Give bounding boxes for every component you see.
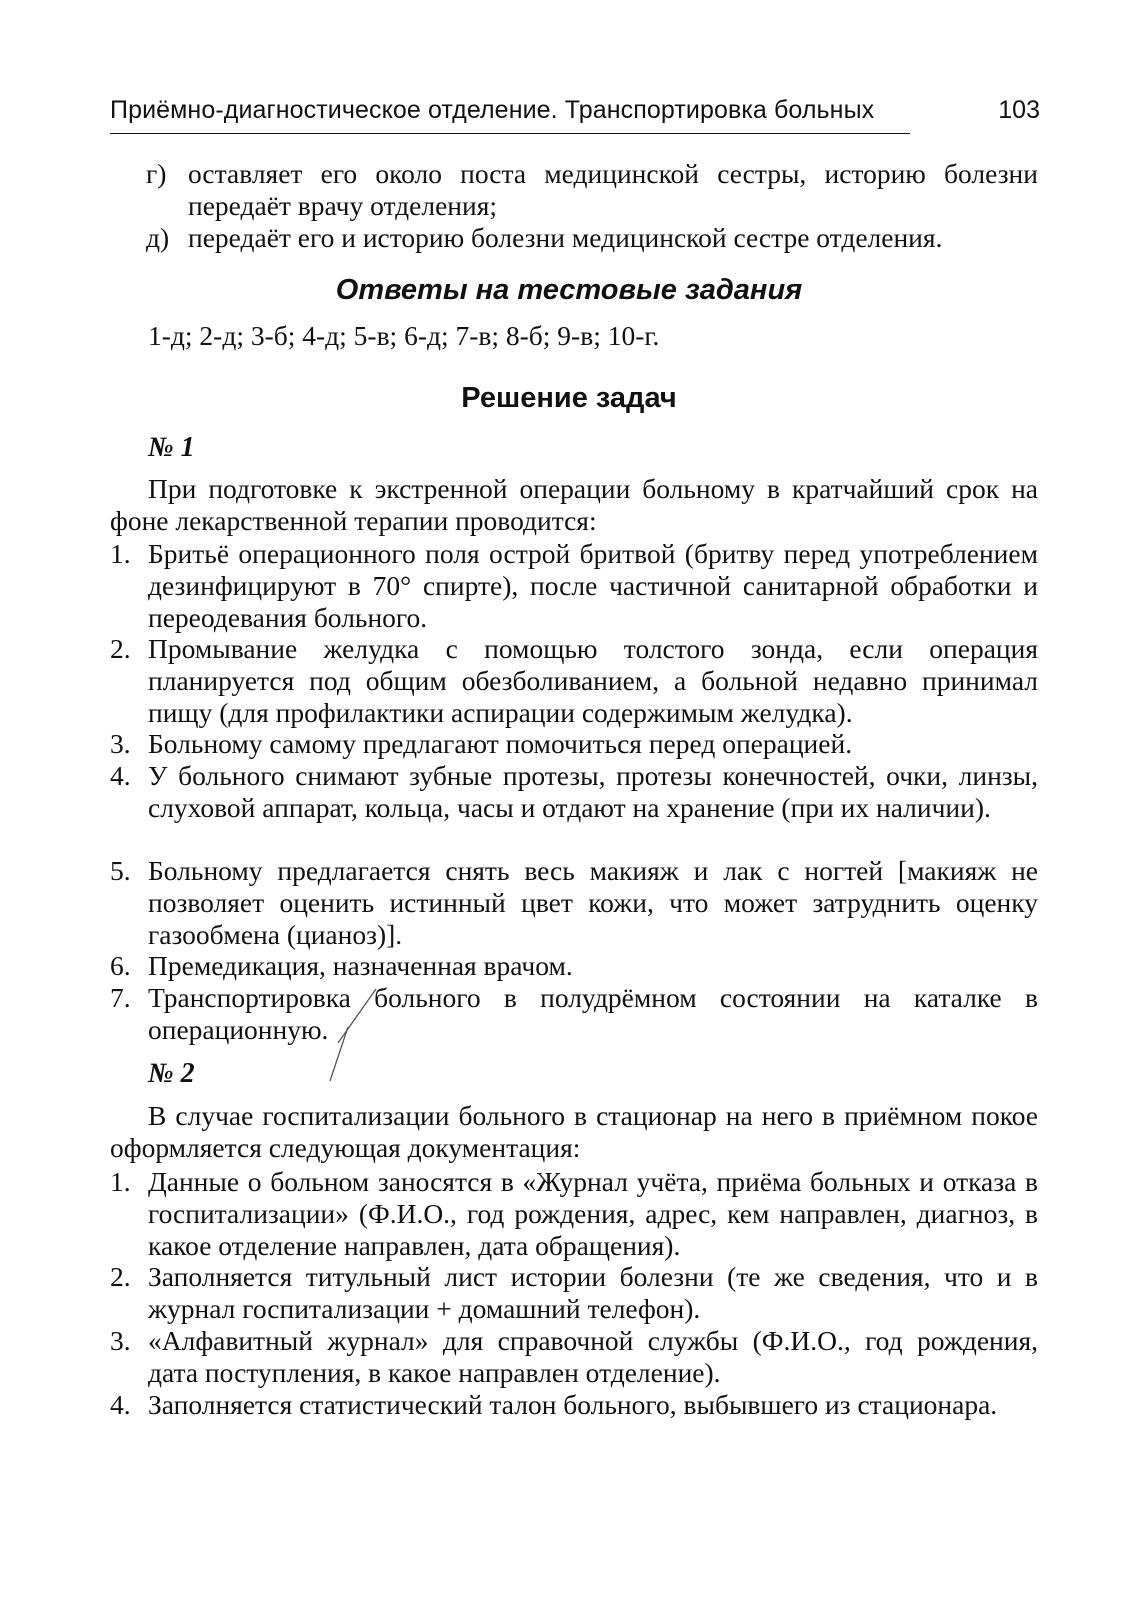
option-text: передаёт его и историю болезни медицинской сестре отделения. <box>188 221 943 253</box>
option-text: оставляет его около поста медицинской сестры, историю болезни передаёт врачу отделения; <box>188 158 1038 221</box>
solutions-section-title: Решение задач <box>461 382 677 414</box>
list-item-text: Бритьё операционного поля острой бритвой (бритву перед употреблением дезинфицируют в 70° спирте), после частичной санитарной обработки и переодевания больного. <box>148 538 1038 633</box>
list-item-text: Транспортировка больного в полудрёмном состоянии на каталке в операционную. <box>148 982 1038 1045</box>
option-marker: г) <box>146 158 167 189</box>
list-item <box>110 1389 1038 1421</box>
answers-line: 1-д; 2-д; 3-б; 4-д; 5-в; 6-д; 7-в; 8-б; 9-в; 10-г. <box>148 320 660 351</box>
list-item-text: У больного снимают зубные протезы, протезы конечностей, очки, линзы, слуховой аппарат, кольца, часы и отдают на хранение (при их наличии). <box>148 760 1038 823</box>
option-marker: д) <box>146 221 170 253</box>
list-item-number: 1. <box>110 1166 131 1197</box>
list-item-number: 2. <box>110 633 131 664</box>
list-item <box>110 1166 1038 1261</box>
list-item-text: Промывание желудка с помощью толстого зонда, если операция планируется под общим обезболиванием, а больной недавно принимал пищу (для профилактики аспирации содержимым желудка). <box>148 633 1038 728</box>
list-item <box>110 982 1038 1046</box>
list-item-number: 3. <box>110 1325 131 1356</box>
list-item-number: 7. <box>110 982 131 1013</box>
list-item-text: Больному самому предлагают помочиться перед операцией. <box>148 728 853 759</box>
list-item <box>110 538 1038 633</box>
list-item <box>110 950 1038 982</box>
list-item-number: 6. <box>110 950 131 981</box>
list-item <box>110 855 1038 950</box>
list-item-text: Премедикация, назначенная врачом. <box>148 950 573 981</box>
running-header <box>110 96 1040 136</box>
problem-1-label: № 1 <box>148 432 195 463</box>
problem-2-intro: В случае госпитализации больного в стационар на него в приёмном покое оформляется следующая документация: <box>110 1100 1038 1163</box>
list-item <box>110 1261 1038 1325</box>
list-item-number: 3. <box>110 728 131 759</box>
problem-1-intro: При подготовке к экстренной операции больному в кратчайший срок на фоне лекарственной терапии проводится: <box>110 473 1038 536</box>
answers-section-title: Ответы на тестовые задания <box>335 274 803 306</box>
list-item-text: Заполняется статистический талон больного, выбывшего из стационара. <box>148 1389 998 1420</box>
header-title: Приёмно-диагностическое отделение. Транспортировка больных <box>110 96 875 124</box>
list-item-text: Заполняется титульный лист истории болезни (те же сведения, что и в журнал госпитализации + домашний телефон). <box>148 1261 1038 1324</box>
list-item-number: 2. <box>110 1261 131 1292</box>
page-number: 103 <box>998 96 1040 124</box>
problem-2-label: № 2 <box>148 1058 195 1089</box>
list-item <box>110 760 1038 824</box>
list-item-text: Больному предлагается снять весь макияж и лак с ногтей [макияж не позволяет оценить истинный цвет кожи, что может затруднить оценку газообмена (цианоз)]. <box>148 855 1038 950</box>
list-item-number: 4. <box>110 1389 131 1420</box>
carryover-option-list <box>146 158 1038 253</box>
list-item <box>110 1325 1038 1389</box>
pencil-mark <box>318 985 388 1085</box>
list-item-number: 5. <box>110 855 131 886</box>
list-item <box>110 728 1038 760</box>
list-item <box>110 633 1038 728</box>
header-rule <box>110 133 910 134</box>
option-item <box>146 158 1038 222</box>
list-item-number: 4. <box>110 760 131 791</box>
option-item <box>146 222 1038 254</box>
list-item-text: «Алфавитный журнал» для справочной службы (Ф.И.О., год рождения, дата поступления, в какое направлен отделение). <box>148 1325 1038 1388</box>
list-item-text: Данные о больном заносятся в «Журнал учёта, приёма больных и отказа в госпитализации» (Ф.И.О., год рождения, адрес, кем направлен, диагноз, в какое отделение направлен, дата обращения). <box>148 1166 1038 1261</box>
list-item-number: 1. <box>110 538 131 569</box>
